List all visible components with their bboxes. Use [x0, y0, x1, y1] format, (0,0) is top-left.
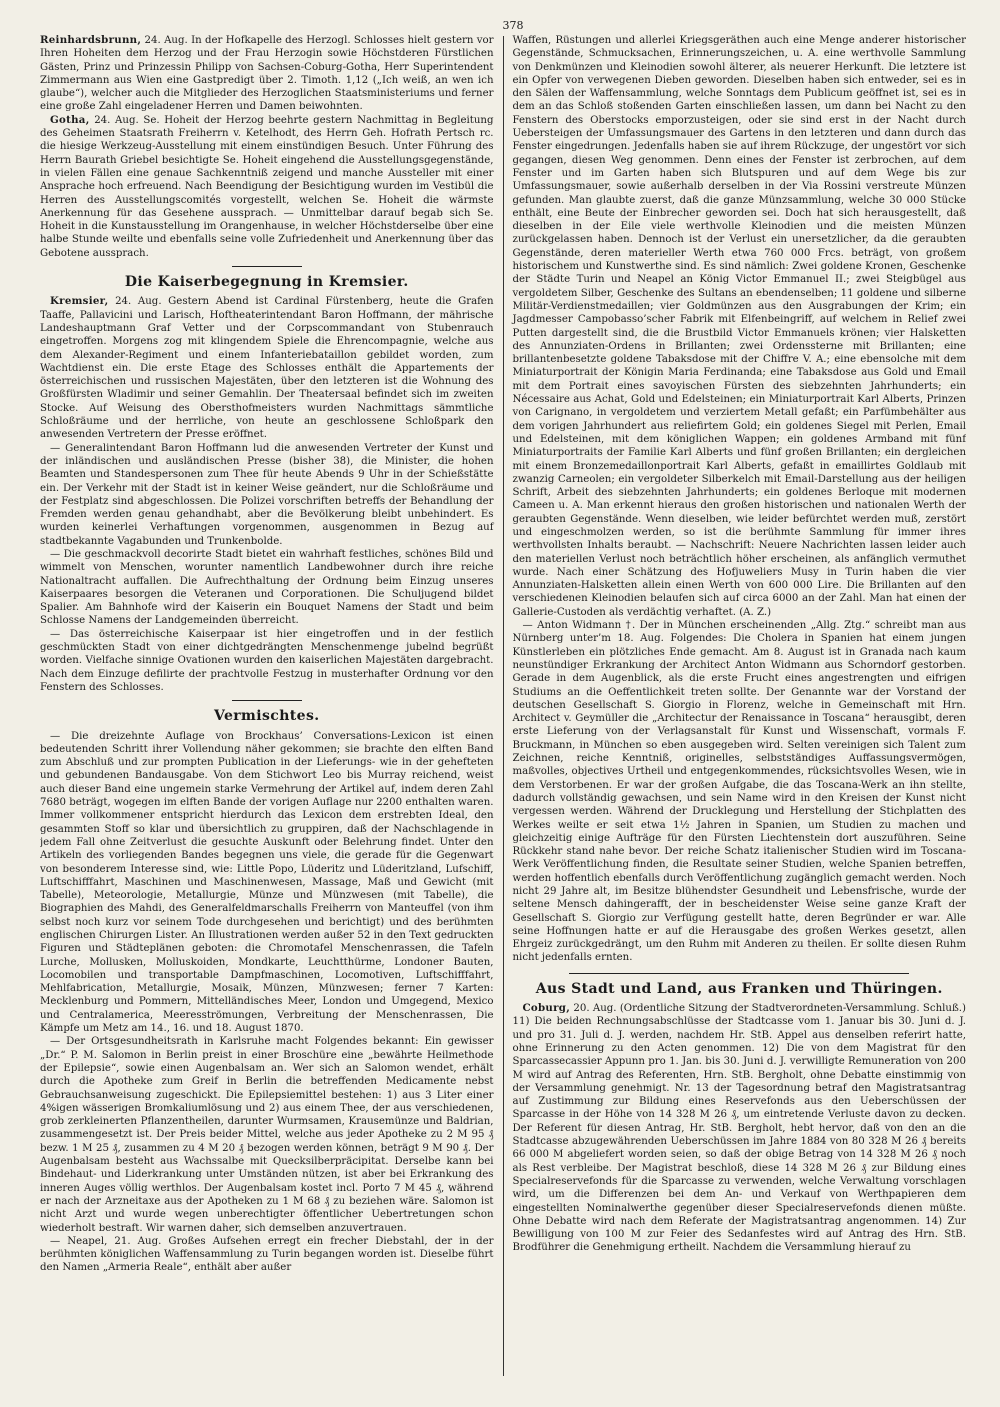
article-paragraph: — Das österreichische Kaiserpaar ist hier eingetroffen und in der festlich geschmückten Stadt von einer dichtgedrängten Menschenmenge jubelnd begrüßt worden. Vielfache sinnige Ovationen wurden den kaiserlichen Majestäten dargebracht. Nach dem Einzuge defilirte der prachtvolle Festzug in musterhafter Ordnung vor den Fenstern des Schlosses. — [40, 628, 494, 693]
article-paragraph: — Generalintendant Baron Hoffmann lud die anwesenden Vertreter der Kunst und der inländischen und ausländischen Presse (bisher 38), die Minister, die hohen Beamten und Standespersonen zum Thee für heute Abends 9 Uhr in der Schießstätte ein. Der Verkehr mit der Stadt ist in keiner Weise geändert, nur die Schloßräume und der Festplatz sind abgeschlossen. Die Polizei vorschriften betreffs der Behandlung der Fremden werden genau gehandhabt, aber die Bevölkerung bleibt unbehindert. Es wurden keinerlei Verhaftungen vorgenommen, ausgenommen in Bezug auf stadtbekannte Vagabunden und Trunkenbolde. — [40, 442, 494, 547]
section-divider — [232, 700, 302, 701]
heading-kaiserbegegnung: Die Kaiserbegegnung in Kremsier. — [124, 274, 409, 291]
page-number: 378 — [502, 19, 524, 32]
article-text: 20. Aug. (Ordentliche Sitzung der Stadtverordneten-Versammlung. Schluß.) 11) Die beiden Rechnungsabschlüsse der Stadtcasse vom 1. Januar bis 30. Juni d. J. und pro 31. Juli d. J. werden, nachdem Hr. StB. Appel aus denselben referirt hatte, ohne Erinnerung zu den Acten genommen. 12) Die von dem Magistrat für den Sparcassecassier Appunn pro 1. Jan. bis 30. Juni d. J. verwilligte Remuneration von 200 M wird auf Antrag des Referenten, Hrn. StB. Bergholt, ohne Debatte einstimmig von der Versammlung genehmigt. Nr. 13 der Tagesordnung betraf den Magistratsantrag auf Zustimmung zur Bildung eines Reservefonds aus den Ueberschüssen der Sparcasse in der Höhe von 14 328 M 26 ₰, um eintretende Verluste davon zu decken. Der Referent für diesen Antrag, Hr. StB. Bergholt, hebt hervor, daß von den an die Stadtcasse abzugewährenden Ueberschüssen im Jahre 1884 von 80 328 M 26 ₰ bereits 66 000 M abgeliefert worden seien, so daß der obige Betrag von 14 328 M 26 ₰ noch als Rest verbleibe. Der Magistrat beschloß, diese 14 328 M 26 ₰ zur Bildung eines Specialreservefonds für die Sparcasse zu verwenden, welche Verwaltung vorschlagen wird, um die Differenzen bei dem An- und Verkauf von Werthpapieren dem eingestellten Nominalwerthe gegenüber dieser Specialreservefonds dienen müßte. Ohne Debatte wird nach dem Referate der Magistratsantrag angenommen. 14) Zur Bewilligung von 100 M zur Feier des Sedanfestes wird auf Antrag des Hrn. StB. Brodführer die Genehmigung ertheilt. Nachdem die Versammlung hierauf zu — [512, 1003, 966, 1254]
dateline-coburg: Coburg, — [522, 1002, 571, 1015]
article-neapel: — Neapel, 21. Aug. Großes Aufsehen erregt ein frecher Diebstahl, der in der berühmten königlichen Waffensammlung zu Turin begangen worden ist. Dieselbe führt den Namen „Armeria Reale“, enthält aber außer — [40, 1235, 494, 1274]
article-paragraph: — Die geschmackvoll decorirte Stadt bietet ein wahrhaft festliches, schönes Bild und wimmelt von Menschen, worunter namentlich Landbewohner durch ihre reiche Nationaltracht auffallen. Die Aufrechthaltung der Ordnung beim Einzug unseres Kaiserpaares besorgen die Veteranen und Corporationen. Die Schuljugend bildet Spalier. Am Bahnhofe wird der Kaiserin ein Bouquet Namens der Stadt und beim Schlosse Namens der Landgemeinden überreicht. — [40, 548, 494, 627]
article-kremsier — [40, 295, 494, 441]
columns — [40, 34, 966, 1389]
section-divider — [232, 266, 302, 267]
left-column — [40, 34, 503, 1389]
article-gotha — [40, 114, 494, 260]
dateline-gotha: Gotha, — [50, 113, 90, 126]
article-text: 24. Aug. Se. Hoheit der Herzog beehrte gestern Nachmittag in Begleitung des Geheimen Staatsrath Freiherrn v. Ketelhodt, des Herrn Geh. Hofrath Pertsch rc. die hiesige Werkzeug-Ausstellung mit einem einstündigen Besuch. Unter Führung des Herrn Baurath Griebel besichtigte Se. Hoheit eingehend die Ausstellungsgegenstände, in vielen Fällen eine genaue Sachkenntniß zeigend und manche Aussteller mit einer Ansprache hoch erfreuend. Nach Beendigung der Besichtigung wurden im Vestibül die Herren des Ausstellungscomités vorgestellt, welchen Se. Hoheit die wärmste Anerkennung für das Gesehene aussprach. — Unmittelbar darauf begab sich Se. Hoheit in die Kunstausstellung im Orangenhause, in welcher Höchstderselbe über eine halbe Stunde weilte und ebenfalls seine volle Zufriedenheit und Anerkennung über das Gebotene aussprach. — [40, 114, 494, 259]
article-reinhardsbrunn — [40, 34, 494, 114]
article-widmann: — Anton Widmann †. Der in München erscheinenden „Allg. Ztg.“ schreibt man aus Nürnberg unter’m 18. Aug. Folgendes: Die Cholera in Spanien hat einem jungen Künstlerleben ein plötzliches Ende gemacht. Am 8. August ist in Granada nach kaum neunstündiger Erkrankung der Architect Anton Widmann aus Schorndorf gestorben. Gerade in dem Augenblick, als die erste Frucht eines angestrengten und eifrigen Studiums an die Oeffentlichkeit treten sollte. Der Genannte war der Vorstand der deutschen Gesellschaft S. Giorgio in Florenz, welche in Gemeinschaft mit Hrn. Architect v. Geymüller die „Architectur der Renaissance in Toscana“ herausgibt, deren erste Lieferung von der Verlagsanstalt für Kunst und Wissenschaft, vormals F. Bruckmann, in München so eben ausgegeben wird. Selten vereinigen sich Talent zum Zeichnen, reiche Kenntniß, originelles, selbstständiges Auffassungsvermögen, maßvolles, objectives Urtheil und entgegenkommendes, rücksichtsvolles Wesen, wie in dem Verstorbenen. Er war der großen Aufgabe, die das Toscana-Werk an ihn stellte, dadurch vollständig gewachsen, und sein Name wird in den Kreisen der Kunst nicht vergessen werden. Während der Drucklegung und Herstellung der Stichplatten des Werkes weilte er seit etwa 1½ Jahren in Spanien, um Studien zu machen und gleichzeitig einige Aufträge für den Fürsten Liechtenstein dort auszuführen. Seine Rückkehr stand nahe bevor. Der reiche Schatz italienischer Studien wird im Toscana-Werk Veröffentlichung finden, die Resultate seiner Studien, welche Spanien betreffen, werden hoffentlich ebenfalls durch Veröffentlichung zugänglich gemacht werden. Noch nicht 29 Jahre alt, im Besitze blühendster Gesundheit und Lebensfrische, wurde der seltene Mensch dahingerafft, der in bescheidenster Weise seine ganze Kraft der Gesellschaft S. Giorgio zur Verfügung gestellt hatte, deren Begründer er war. Alle seine Hoffnungen hatte er auf die Herausgabe des großen Werkes gesetzt, allen Ehrgeiz zurückgedrängt, um den Ruhm mit Anderen zu theilen. Er sollte diesen Ruhm nicht jedenfalls ernten. — [512, 620, 966, 964]
section-divider — [569, 973, 909, 974]
dateline-reinhardsbrunn: Reinhardsbrunn, — [40, 34, 142, 46]
article-turin-continued: Waffen, Rüstungen und allerlei Kriegsgeräthen auch eine Menge anderer historischer Gegenstände, Schmucksachen, Erinnerungszeichen, u. A. eine werthvolle Sammlung von Denkmünzen und Kleinodien sowohl älterer, als neuerer Herkunft. Die letztere ist ein Opfer von verwegenen Dieben geworden. Dieselben haben sich entweder, sei es in den Sälen der Waffensammlung, welche Sonntags dem Publicum geöffnet ist, sei es in dem an das Schloß stoßenden Garten einschließen lassen, um dann bei Nacht zu den Fenstern des Oberstocks emporzusteigen, oder sie sind erst in der Nacht durch Uebersteigen der Umfassungsmauer des Gartens in den letzteren und dann durch das Fenster eingedrungen. Jedenfalls haben sie auf ihrem Rückzuge, der ungestört vor sich gegangen, diesen Weg genommen. Denn eines der Fenster ist zerbrochen, auf dem Fenster und im Garten haben sich Blutspuren und auf dem Wege bis zur Umfassungsmauer, sowie außerhalb derselben in der Via Rossini verstreute Münzen gefunden. Man glaubte zuerst, daß die ganze Münzsammlung, welche 30 000 Stücke enthält, eine Beute der Einbrecher geworden sei. Doch hat sich herausgestellt, daß dieselben in der Eile viele werthvolle Kleinodien und die meisten Münzen zurückgelassen haben. Dennoch ist der Verlust ein unersetzlicher, da die geraubten Gegenstände, deren materieller Werth etwa 760 000 Frcs. beträgt, von großem historischem und Kunstwerthe sind. Es sind nämlich: Zwei goldene Kronen, Geschenke der Städte Turin und Neapel an König Victor Emmanuel II.; zwei Steigbügel aus vergoldetem Silber, Geschenke des Sultans an ebendenselben; 11 goldene und silberne Militär-Verdienstmedaillen; vier Goldmünzen aus den Ausgrabungen der Krim; ein Jagdmesser Campobasso’scher Fabrik mit Elfenbeingriff, auf welchem in Relief zwei Putten dargestellt sind, die die Brustbild Victor Emmanuels krönen; vier Halsketten des Annunziaten-Ordens in Brillanten; zwei Ordenssterne mit Brillanten; eine brillantenbesetzte goldene Tabaksdose mit der Chiffre V. A.; eine ebensolche mit dem Miniaturportrait der Königin Maria Ferdinanda; eine Tabaksdose aus Gold und Email mit dem Portrait eines savoyischen Fürsten des siebzehnten Jahrhunderts; ein Nécessaire aus Achat, Gold und Edelsteinen; ein Miniaturportrait Karl Alberts, Prinzen von Carignano, in vergoldetem und verziertem Metall gefaßt; ein Parfümbehälter aus dem vorigen Jahrhundert aus reliefirtem Gold; ein goldenes Siegel mit Perlen, Email und Edelsteinen, mit dem königlichen Wappen; ein goldenes Armband mit fünf Miniaturportraits der Familie Karl Alberts und fünf großen Brillanten; ein dergleichen mit einem Bronzemedaillonportrait Karl Alberts, gefaßt in emaillirtes Goldlaub mit zwanzig Carneolen; ein vergoldeter Silberkelch mit Email-Darstellung aus der heiligen Schrift, Arbeit des siebzehnten Jahrhunderts; ein goldenes Berloque mit modernen Cameen u. A. Man erkennt hieraus den großen historischen und nationalen Werth der geraubten Gegenstände. Wenn dieselben, wie leider befürchtet werden muß, zerstört und eingeschmolzen werden, so ist die berühmte Sammlung für immer ihres werthvollsten Inhalts beraubt. — Nachschrift: Neuere Nachrichten lassen leider auch den materiellen Verlust noch beträchtlich höher erscheinen, als anfänglich vermuthet wurde. Nach einer Schätzung des Hofjuweliers Musy in Turin haben die vier Annunziaten-Halsketten allein einen Werth von 600 000 Lire. Die Brillanten auf den verschiedenen Kleinodien belaufen sich auf circa 6000 an der Zahl. Man hat einen der Gallerie-Custoden als verdächtig verhaftet. (A. Z.) — [512, 35, 966, 618]
article-salomon: — Der Ortsgesundheitsrath in Karlsruhe macht Folgendes bekannt: Ein gewisser „Dr.“ P. M. Salomon in Berlin preist in einer Broschüre eine „bewährte Heilmethode der Epilepsie“, sowie einen Augenbalsam an. Wer sich an Salomon wendet, erhält durch die Apotheke zum Greif in Berlin die betreffenden Medicamente nebst Gebrauchsanweisung zugeschickt. Die Epilepsiemittel bestehen: 1) aus 3 Liter einer 4%igen wässerigen Bromkaliumlösung und 2) aus einem Thee, der aus verschiedenen, grob zerkleinerten Pflanzentheilen, darunter Wurmsamen, Krausemünze und Baldrian, zusammengesetzt ist. Der Preis beider Mittel, welche aus jeder Apotheke zu 2 M 95 ₰ bezw. 1 M 25 ₰, zusammen zu 4 M 20 ₰ bezogen werden können, beträgt 9 M 90 ₰. Der Augenbalsam besteht aus Wachssalbe mit Quecksilberpräcipitat. Derselbe kann bei Bindehaut- und Liderkrankung unter Umständen nützen, ist aber bei Erkrankung des inneren Auges völlig werthlos. Der Augenbalsam kostet incl. Porto 7 M 45 ₰, während er nach der Arzneitaxe aus der Apotheken zu 1 M 68 ₰ zu beziehen wäre. Salomon ist nicht Arzt und wurde wegen unberechtigter öffentlicher Uebertretungen schon wiederholt bestraft. Wir warnen daher, sich demselben anzuvertrauen. — [40, 1036, 494, 1234]
article-text: 24. Aug. In der Hofkapelle des Herzogl. Schlosses hielt gestern vor Ihren Hoheiten dem Herzog und der Frau Herzogin sowie Höchstderen Fürstlichen Gästen, Prinz und Prinzessin Philipp von Sachsen-Coburg-Gotha, Herr Superintendent Zimmermann aus Wien eine Gastpredigt über 2. Timoth. 1,12 („Ich weiß, an wen ich glaube“), welcher auch die Mitglieder des Herzoglichen Staatsministeriums und ferner eine große Zahl eingeladener Herren und Damen beiwohnten. — [40, 35, 494, 113]
heading-stadt-und-land: Aus Stadt und Land, aus Franken und Thüringen. — [535, 980, 943, 997]
heading-vermischtes: Vermischtes. — [214, 708, 320, 725]
article-brockhaus: — Die dreizehnte Auflage von Brockhaus’ Conversations-Lexicon ist einen bedeutenden Schritt ihrer Vollendung näher gekommen; sie brachte den elften Band zum Abschluß und zur prompten Publication in der Lieferungs- wie in der gehefteten und gebundenen Bandausgabe. Von dem Stichwort Leo bis Murray reichend, weist auch dieser Band eine ungemein starke Vermehrung der Artikel auf, indem deren Zahl 7680 beträgt, wogegen im elften Bande der vorigen Auflage nur 2200 enthalten waren. Immer vollkommener entspricht hierdurch das Lexicon dem erstrebten Ideal, den gesammten Stoff so klar und übersichtlich zu gruppiren, daß der Nachschlagende in jedem Fall ohne Zeitverlust die gesuchte Auskunft oder Belehrung findet. Unter den Artikeln des vorliegenden Bandes begegnen uns viele, die gerade für die Gegenwart von besonderem Interesse sind, wie: Little Popo, Lüderitz und Lüderitzland, Lufschiff, Luftschifffahrt, Maschinen und Maschinenwesen, Massage, Maß und Gewicht (mit Tabelle), Meteorologie, Metallurgie, Münze und Münzwesen (mit Tabelle), die Biographien des Mahdi, des Generalfeldmarschalls Freiherrn von Manteuffel (von ihm selbst noch kurz vor seinem Tode durchgesehen und berichtigt) und des berühmten englischen Chirurgen Lister. An Illustrationen werden außer 52 in den Text gedruckten Figuren und Städteplänen geboten: die Chromotafel Menschenrassen, die Tafeln Lurche, Mollusken, Molluskoiden, Mondkarte, Leuchtthürme, Londoner Bauten, Locomobilen und transportable Dampfmaschinen, Locomotiven, Luftschifffahrt, Mehlfabrication, Metallurgie, Mosaik, Münzen, Münzwesen; ferner 7 Karten: Mecklenburg und Pommern, Mittelländisches Meer, London und Umgegend, Mexico und Centralamerica, Meeresströmungen, Verbreitung der Menschenrassen, Die Kämpfe um Metz am 14., 16. und 18. August 1870. — [40, 730, 494, 1035]
article-coburg — [513, 1002, 967, 1255]
article-text: 24. Aug. Gestern Abend ist Cardinal Fürstenberg, heute die Grafen Taaffe, Pallavicini und Larisch, Hoftheaterintendant Baron Hoffmann, der mährische Landeshauptmann Graf Vetter und der Corpscommandant von Stubenrauch eingetroffen. Morgens zog mit klingendem Spiele die Ehrencompagnie, welche aus dem Alexander-Regiment und einem Infanteriebataillon gebildet worden, zum Wachtdienst ein. Die erste Etage des Schlosses enthält die Appartements der österreichischen und russischen Majestäten, über den letzteren ist die Wohnung des Großfürsten Wladimir und seiner Gemahlin. Der Theatersaal befindet sich im zweiten Stocke. Auf Weisung des Obersthofmeisters wurden Nachmittags sämmtliche Schloßräume und der herrliche, von heute an geschlossene Schloßpark den anwesenden Vertretern der Presse eröffnet. — [40, 296, 494, 441]
right-column — [504, 34, 967, 1389]
dateline-kremsier: Kremsier, — [50, 295, 109, 308]
